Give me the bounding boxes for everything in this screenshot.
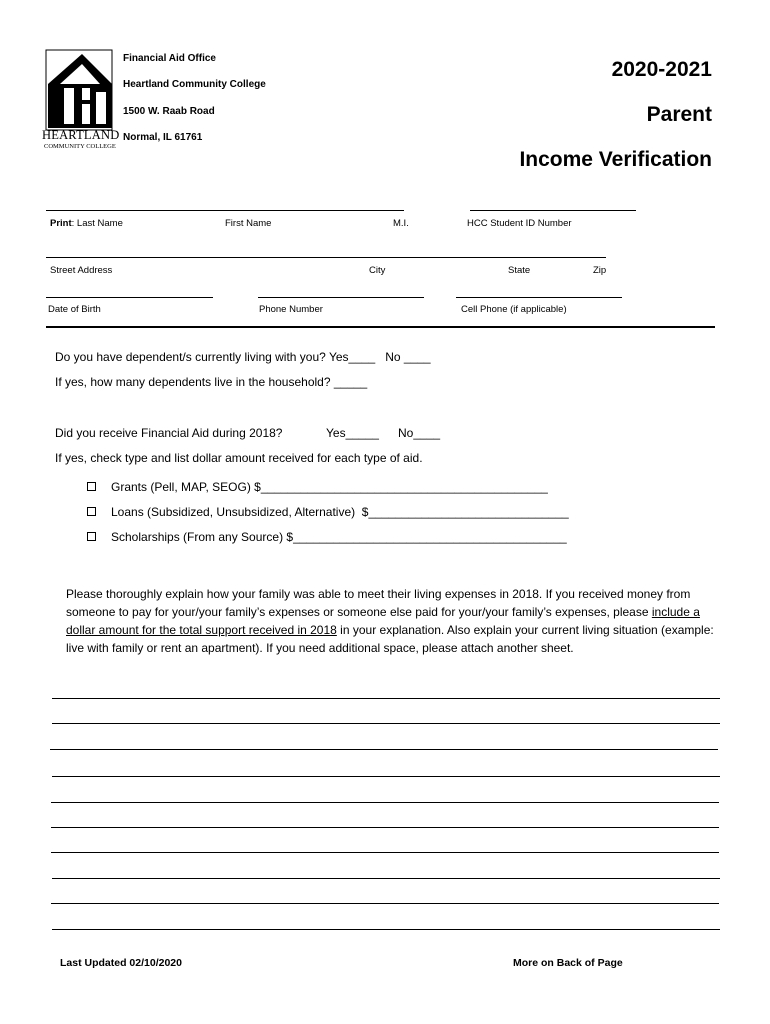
college-name: Heartland Community College bbox=[123, 79, 266, 90]
form-type: Parent bbox=[646, 103, 712, 126]
student-id-line[interactable] bbox=[470, 210, 636, 211]
logo-subtext: COMMUNITY COLLEGE bbox=[44, 143, 116, 150]
logo-wordmark: HEARTLAND bbox=[42, 128, 120, 142]
loans-line: Loans (Subsidized, Unsubsidized, Alternative) $______________________________ bbox=[111, 505, 569, 519]
writing-line[interactable] bbox=[51, 802, 719, 803]
more-on-back: More on Back of Page bbox=[513, 957, 623, 969]
first-name-label: First Name bbox=[225, 218, 272, 229]
last-name-label: Print: Last Name bbox=[50, 218, 123, 229]
phone-line[interactable] bbox=[258, 297, 424, 298]
cell-label: Cell Phone (if applicable) bbox=[461, 304, 567, 315]
mi-label: M.I. bbox=[393, 218, 409, 229]
aid-yes[interactable]: Yes_____ bbox=[326, 426, 379, 440]
writing-line[interactable] bbox=[52, 776, 720, 777]
college-city: Normal, IL 61761 bbox=[123, 132, 203, 143]
dob-label: Date of Birth bbox=[48, 304, 101, 315]
state-label: State bbox=[508, 265, 531, 276]
dependents-question: Do you have dependent/s currently living with you? Yes____ No ____ bbox=[55, 350, 431, 364]
loans-checkbox[interactable] bbox=[87, 507, 96, 516]
last-updated: Last Updated 02/10/2020 bbox=[60, 957, 182, 969]
student-id-label: HCC Student ID Number bbox=[467, 218, 572, 229]
phone-label: Phone Number bbox=[259, 304, 323, 315]
college-street: 1500 W. Raab Road bbox=[123, 106, 215, 117]
underlined-instruction: include a dollar amount for the total support received in 2018 bbox=[66, 605, 700, 637]
street-address-label: Street Address bbox=[50, 265, 113, 276]
scholarships-checkbox[interactable] bbox=[87, 532, 96, 541]
writing-line[interactable] bbox=[52, 878, 720, 879]
explanation-paragraph: Please thoroughly explain how your family was able to meet their living expenses in 2018. If you received money from someone to pay for your/your family’s expenses or someone else paid for your/your family’s expenses, please include a dollar amount for the total support received in 2018 in your explanation. Also explain your current living situation (example: live with family or rent an apartment). If you need additional space, please attach another sheet. bbox=[66, 587, 714, 655]
dependents-count-question: If yes, how many dependents live in the household? _____ bbox=[55, 375, 368, 389]
zip-label: Zip bbox=[593, 265, 607, 276]
scholarships-line: Scholarships (From any Source) $_________________________________________ bbox=[111, 530, 567, 544]
writing-line[interactable] bbox=[52, 929, 720, 930]
aid-no[interactable]: No____ bbox=[398, 426, 441, 440]
form-year: 2020-2021 bbox=[611, 58, 712, 81]
grants-checkbox[interactable] bbox=[87, 482, 96, 491]
writing-line[interactable] bbox=[52, 723, 720, 724]
city-label: City bbox=[369, 265, 386, 276]
address-line[interactable] bbox=[46, 257, 606, 258]
aid-question: Did you receive Financial Aid during 2018? bbox=[55, 426, 283, 440]
writing-line[interactable] bbox=[51, 903, 719, 904]
dob-line[interactable] bbox=[46, 297, 213, 298]
writing-line[interactable] bbox=[50, 749, 718, 750]
writing-line[interactable] bbox=[51, 852, 719, 853]
cell-line[interactable] bbox=[456, 297, 622, 298]
grants-line: Grants (Pell, MAP, SEOG) $___________________________________________ bbox=[111, 480, 548, 494]
form-title: Income Verification bbox=[519, 148, 712, 171]
office-name: Financial Aid Office bbox=[123, 53, 216, 64]
writing-line[interactable] bbox=[52, 698, 720, 699]
name-line[interactable] bbox=[46, 210, 404, 211]
writing-line[interactable] bbox=[51, 827, 719, 828]
section-divider bbox=[46, 326, 715, 328]
aid-followup: If yes, check type and list dollar amount received for each type of aid. bbox=[55, 451, 423, 465]
